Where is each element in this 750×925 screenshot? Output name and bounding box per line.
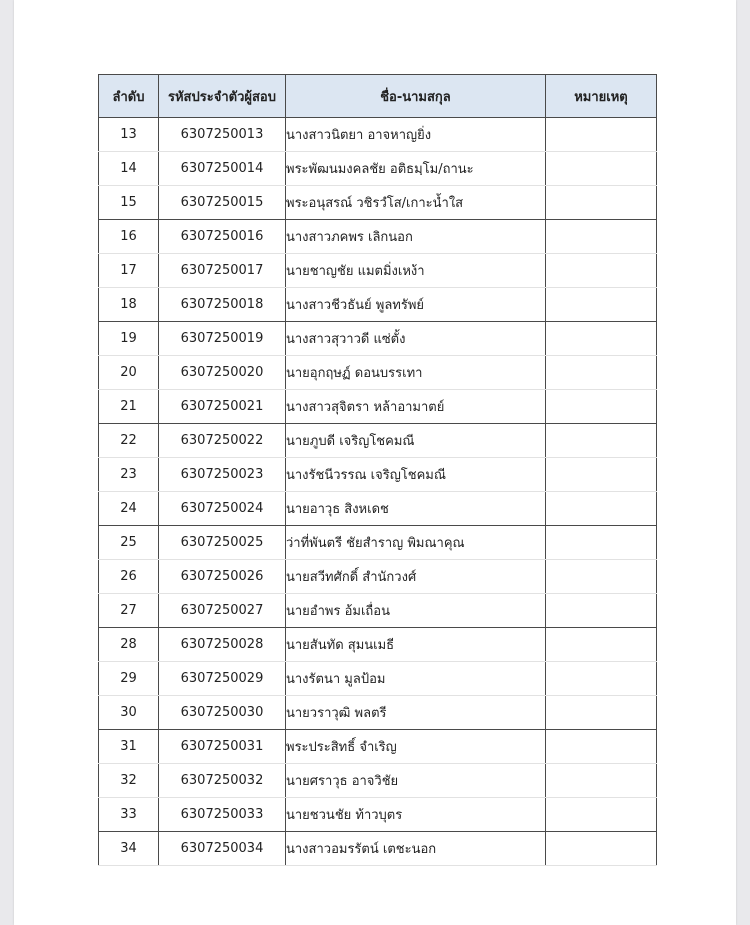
row-order-cell: 13	[99, 118, 159, 152]
row-remarks-cell	[546, 764, 657, 798]
row-full-name-cell: พระประสิทธิ์ จำเริญ	[286, 730, 546, 764]
row-full-name-cell: พระพัฒนมงคลชัย อติธมฺโม/ถานะ	[286, 152, 546, 186]
row-remarks-cell	[546, 390, 657, 424]
row-examinee-id-cell: 6307250021	[159, 390, 286, 424]
row-remarks-cell	[546, 628, 657, 662]
document-page	[14, 0, 736, 925]
row-order-cell: 30	[99, 696, 159, 730]
table-row	[99, 288, 657, 322]
row-order-cell: 33	[99, 798, 159, 832]
row-order-cell: 31	[99, 730, 159, 764]
row-full-name-cell: นายภูบดี เจริญโชคมณี	[286, 424, 546, 458]
row-order-cell: 22	[99, 424, 159, 458]
row-remarks-cell	[546, 220, 657, 254]
row-order-cell: 17	[99, 254, 159, 288]
row-order-cell: 18	[99, 288, 159, 322]
row-examinee-id-cell: 6307250016	[159, 220, 286, 254]
row-full-name-cell: พระอนุสรณ์ วชิรวํโส/เกาะน้ำใส	[286, 186, 546, 220]
row-examinee-id-cell: 6307250026	[159, 560, 286, 594]
row-remarks-cell	[546, 152, 657, 186]
table-row	[99, 560, 657, 594]
row-examinee-id-cell: 6307250031	[159, 730, 286, 764]
table-row	[99, 730, 657, 764]
row-full-name-cell: นางสาวอมรรัตน์ เตชะนอก	[286, 832, 546, 866]
row-examinee-id-cell: 6307250017	[159, 254, 286, 288]
table-row	[99, 254, 657, 288]
row-full-name-cell: นายศราวุธ อาจวิชัย	[286, 764, 546, 798]
row-examinee-id-cell: 6307250014	[159, 152, 286, 186]
row-remarks-cell	[546, 594, 657, 628]
row-examinee-id-cell: 6307250029	[159, 662, 286, 696]
row-order-cell: 21	[99, 390, 159, 424]
row-remarks-cell	[546, 254, 657, 288]
row-order-cell: 29	[99, 662, 159, 696]
row-examinee-id-cell: 6307250022	[159, 424, 286, 458]
table-row	[99, 118, 657, 152]
row-full-name-cell: นายอำพร อ้มเถื่อน	[286, 594, 546, 628]
row-order-cell: 15	[99, 186, 159, 220]
row-remarks-cell	[546, 322, 657, 356]
table-row	[99, 492, 657, 526]
row-examinee-id-cell: 6307250015	[159, 186, 286, 220]
table-row	[99, 390, 657, 424]
row-remarks-cell	[546, 798, 657, 832]
row-full-name-cell: นายชวนชัย ท้าวบุตร	[286, 798, 546, 832]
row-remarks-cell	[546, 832, 657, 866]
row-order-cell: 14	[99, 152, 159, 186]
row-remarks-cell	[546, 424, 657, 458]
header-order: ลำดับ	[99, 75, 159, 118]
row-remarks-cell	[546, 662, 657, 696]
row-examinee-id-cell: 6307250019	[159, 322, 286, 356]
table-row	[99, 322, 657, 356]
row-order-cell: 32	[99, 764, 159, 798]
row-order-cell: 16	[99, 220, 159, 254]
row-remarks-cell	[546, 696, 657, 730]
row-examinee-id-cell: 6307250025	[159, 526, 286, 560]
table-row	[99, 424, 657, 458]
row-order-cell: 19	[99, 322, 159, 356]
row-full-name-cell: นายอาวุธ สิงหเดช	[286, 492, 546, 526]
table-row	[99, 696, 657, 730]
table-row	[99, 832, 657, 866]
examinee-table	[98, 74, 657, 866]
row-order-cell: 20	[99, 356, 159, 390]
table-row	[99, 594, 657, 628]
table-row	[99, 152, 657, 186]
row-full-name-cell: นายชาญชัย แมตมิ่งเหง้า	[286, 254, 546, 288]
row-examinee-id-cell: 6307250033	[159, 798, 286, 832]
row-remarks-cell	[546, 356, 657, 390]
row-full-name-cell: นายวราวุฒิ พลตรี	[286, 696, 546, 730]
table-row	[99, 458, 657, 492]
row-full-name-cell: นางรัชนีวรรณ เจริญโชคมณี	[286, 458, 546, 492]
row-examinee-id-cell: 6307250028	[159, 628, 286, 662]
row-full-name-cell: นายสันทัด สุมนเมธี	[286, 628, 546, 662]
row-remarks-cell	[546, 526, 657, 560]
row-order-cell: 28	[99, 628, 159, 662]
table-row	[99, 798, 657, 832]
row-order-cell: 27	[99, 594, 159, 628]
table-row	[99, 628, 657, 662]
row-examinee-id-cell: 6307250020	[159, 356, 286, 390]
row-examinee-id-cell: 6307250024	[159, 492, 286, 526]
header-examinee-id: รหัสประจำตัวผู้สอบ	[159, 75, 286, 118]
row-full-name-cell: นางสาวชีวธันย์ พูลทรัพย์	[286, 288, 546, 322]
row-full-name-cell: ว่าที่พันตรี ชัยสำราญ พิมณาคุณ	[286, 526, 546, 560]
row-order-cell: 23	[99, 458, 159, 492]
row-examinee-id-cell: 6307250018	[159, 288, 286, 322]
row-full-name-cell: นางสาวสุจิตรา หล้าอามาตย์	[286, 390, 546, 424]
row-remarks-cell	[546, 288, 657, 322]
row-order-cell: 24	[99, 492, 159, 526]
row-examinee-id-cell: 6307250023	[159, 458, 286, 492]
table-row	[99, 662, 657, 696]
table-row	[99, 186, 657, 220]
row-remarks-cell	[546, 186, 657, 220]
row-remarks-cell	[546, 458, 657, 492]
row-remarks-cell	[546, 118, 657, 152]
row-examinee-id-cell: 6307250034	[159, 832, 286, 866]
row-examinee-id-cell: 6307250013	[159, 118, 286, 152]
row-full-name-cell: นางสาวภคพร เลิกนอก	[286, 220, 546, 254]
row-full-name-cell: นายสวีทศักดิ์ สำนักวงศ์	[286, 560, 546, 594]
row-full-name-cell: นางรัตนา มูลป้อม	[286, 662, 546, 696]
header-full-name: ชื่อ-นามสกุล	[286, 75, 546, 118]
row-full-name-cell: นางสาวนิตยา อาจหาญยิ่ง	[286, 118, 546, 152]
table-row	[99, 356, 657, 390]
table-header-row	[99, 75, 657, 118]
table-row	[99, 526, 657, 560]
row-examinee-id-cell: 6307250027	[159, 594, 286, 628]
row-examinee-id-cell: 6307250030	[159, 696, 286, 730]
row-examinee-id-cell: 6307250032	[159, 764, 286, 798]
row-remarks-cell	[546, 492, 657, 526]
table-row	[99, 764, 657, 798]
row-full-name-cell: นางสาวสุวาวดี แซ่ตั้ง	[286, 322, 546, 356]
row-remarks-cell	[546, 560, 657, 594]
row-remarks-cell	[546, 730, 657, 764]
header-remarks: หมายเหตุ	[546, 75, 657, 118]
row-full-name-cell: นายอุกฤษฏ์ ดอนบรรเทา	[286, 356, 546, 390]
row-order-cell: 25	[99, 526, 159, 560]
row-order-cell: 34	[99, 832, 159, 866]
row-order-cell: 26	[99, 560, 159, 594]
table-row	[99, 220, 657, 254]
